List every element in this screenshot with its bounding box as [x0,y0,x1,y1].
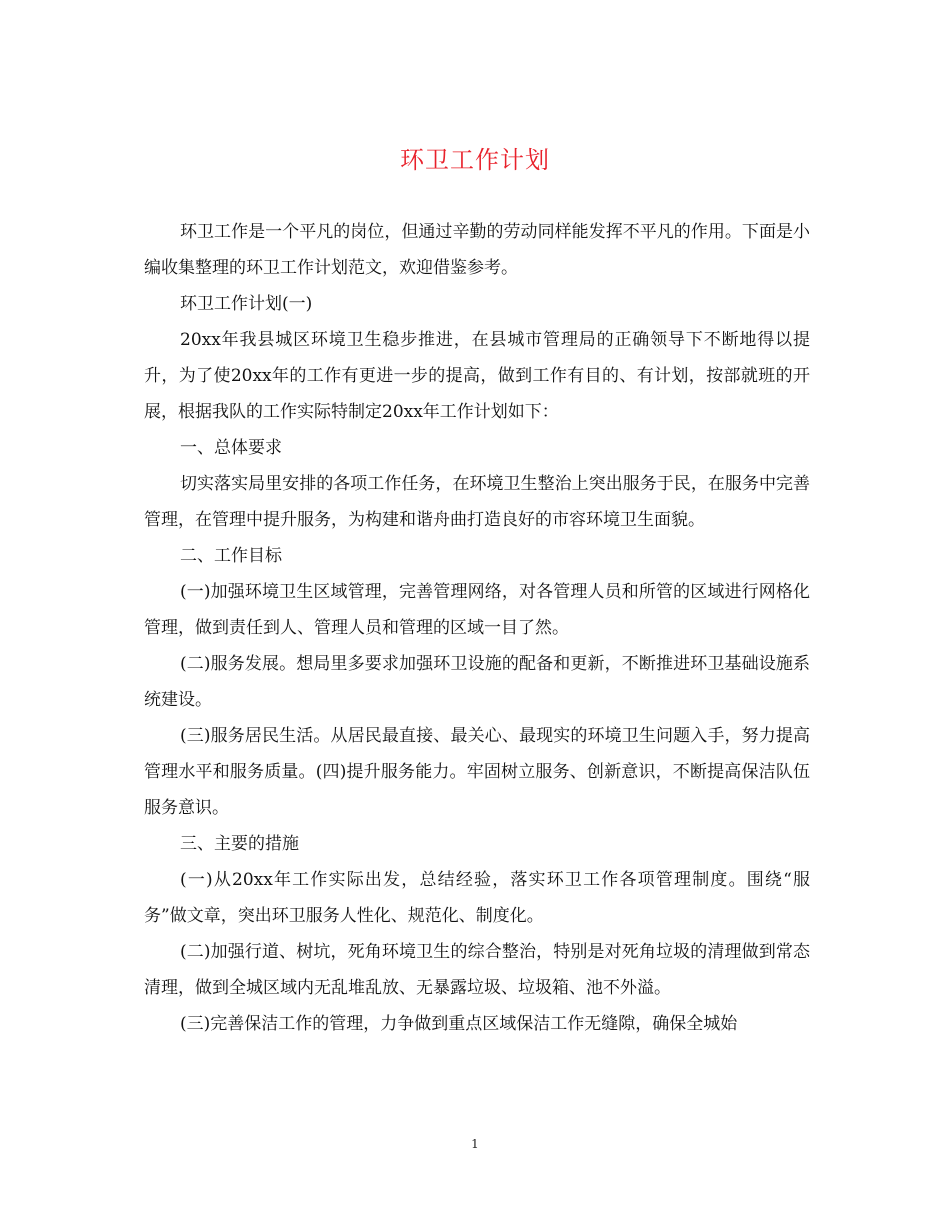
section-heading-general-requirements: 一、总体要求 [180,438,282,458]
goal-two-paragraph: (二)服务发展。想局里多要求加强环卫设施的配备和更新，不断推进环卫基础设施系统建设。 [144,654,810,710]
goal-one-paragraph: (一)加强环境卫生区域管理，完善管理网络，对各管理人员和所管的区域进行网格化管理，做到责任到人、管理人员和管理的区域一目了然。 [144,582,810,638]
measure-three-paragraph: (三)完善保洁工作的管理，力争做到重点区域保洁工作无缝隙，确保全城始 [180,1014,738,1034]
section-heading-main-measures: 三、主要的措施 [180,834,299,854]
plan-one-heading: 环卫工作计划(一) [180,294,313,314]
measure-two-paragraph: (二)加强行道、树坑，死角环境卫生的综合整治，特别是对死角垃圾的清理做到常态清理，做到全城区域内无乱堆乱放、无暴露垃圾、垃圾箱、池不外溢。 [144,942,810,998]
general-requirements-paragraph: 切实落实局里安排的各项工作任务，在环境卫生整治上突出服务于民，在服务中完善管理，在管理中提升服务，为构建和谐舟曲打造良好的市容环境卫生面貌。 [144,474,810,530]
intro-paragraph: 环卫工作是一个平凡的岗位，但通过辛勤的劳动同样能发挥不平凡的作用。下面是小编收集整理的环卫工作计划范文，欢迎借鉴参考。 [144,222,810,278]
section-heading-work-goals: 二、工作目标 [180,546,282,566]
page-number: 1 [471,1137,479,1151]
document-title: 环卫工作计划 [400,146,550,174]
document-body [144,214,810,1042]
measure-one-paragraph: (一)从20xx年工作实际出发，总结经验，落实环卫工作各项管理制度。围绕“服务”做文章，突出环卫服务人性化、规范化、制度化。 [144,870,810,926]
plan-overview-paragraph: 20xx年我县城区环境卫生稳步推进，在县城市管理局的正确领导下不断地得以提升，为了使20xx年的工作有更进一步的提高，做到工作有目的、有计划，按部就班的开展，根据我队的工作实际特制定20xx年工作计划如下： [144,330,810,422]
goal-three-four-paragraph: (三)服务居民生活。从居民最直接、最关心、最现实的环境卫生问题入手，努力提高管理水平和服务质量。(四)提升服务能力。牢固树立服务、创新意识，不断提高保洁队伍服务意识。 [144,726,810,818]
